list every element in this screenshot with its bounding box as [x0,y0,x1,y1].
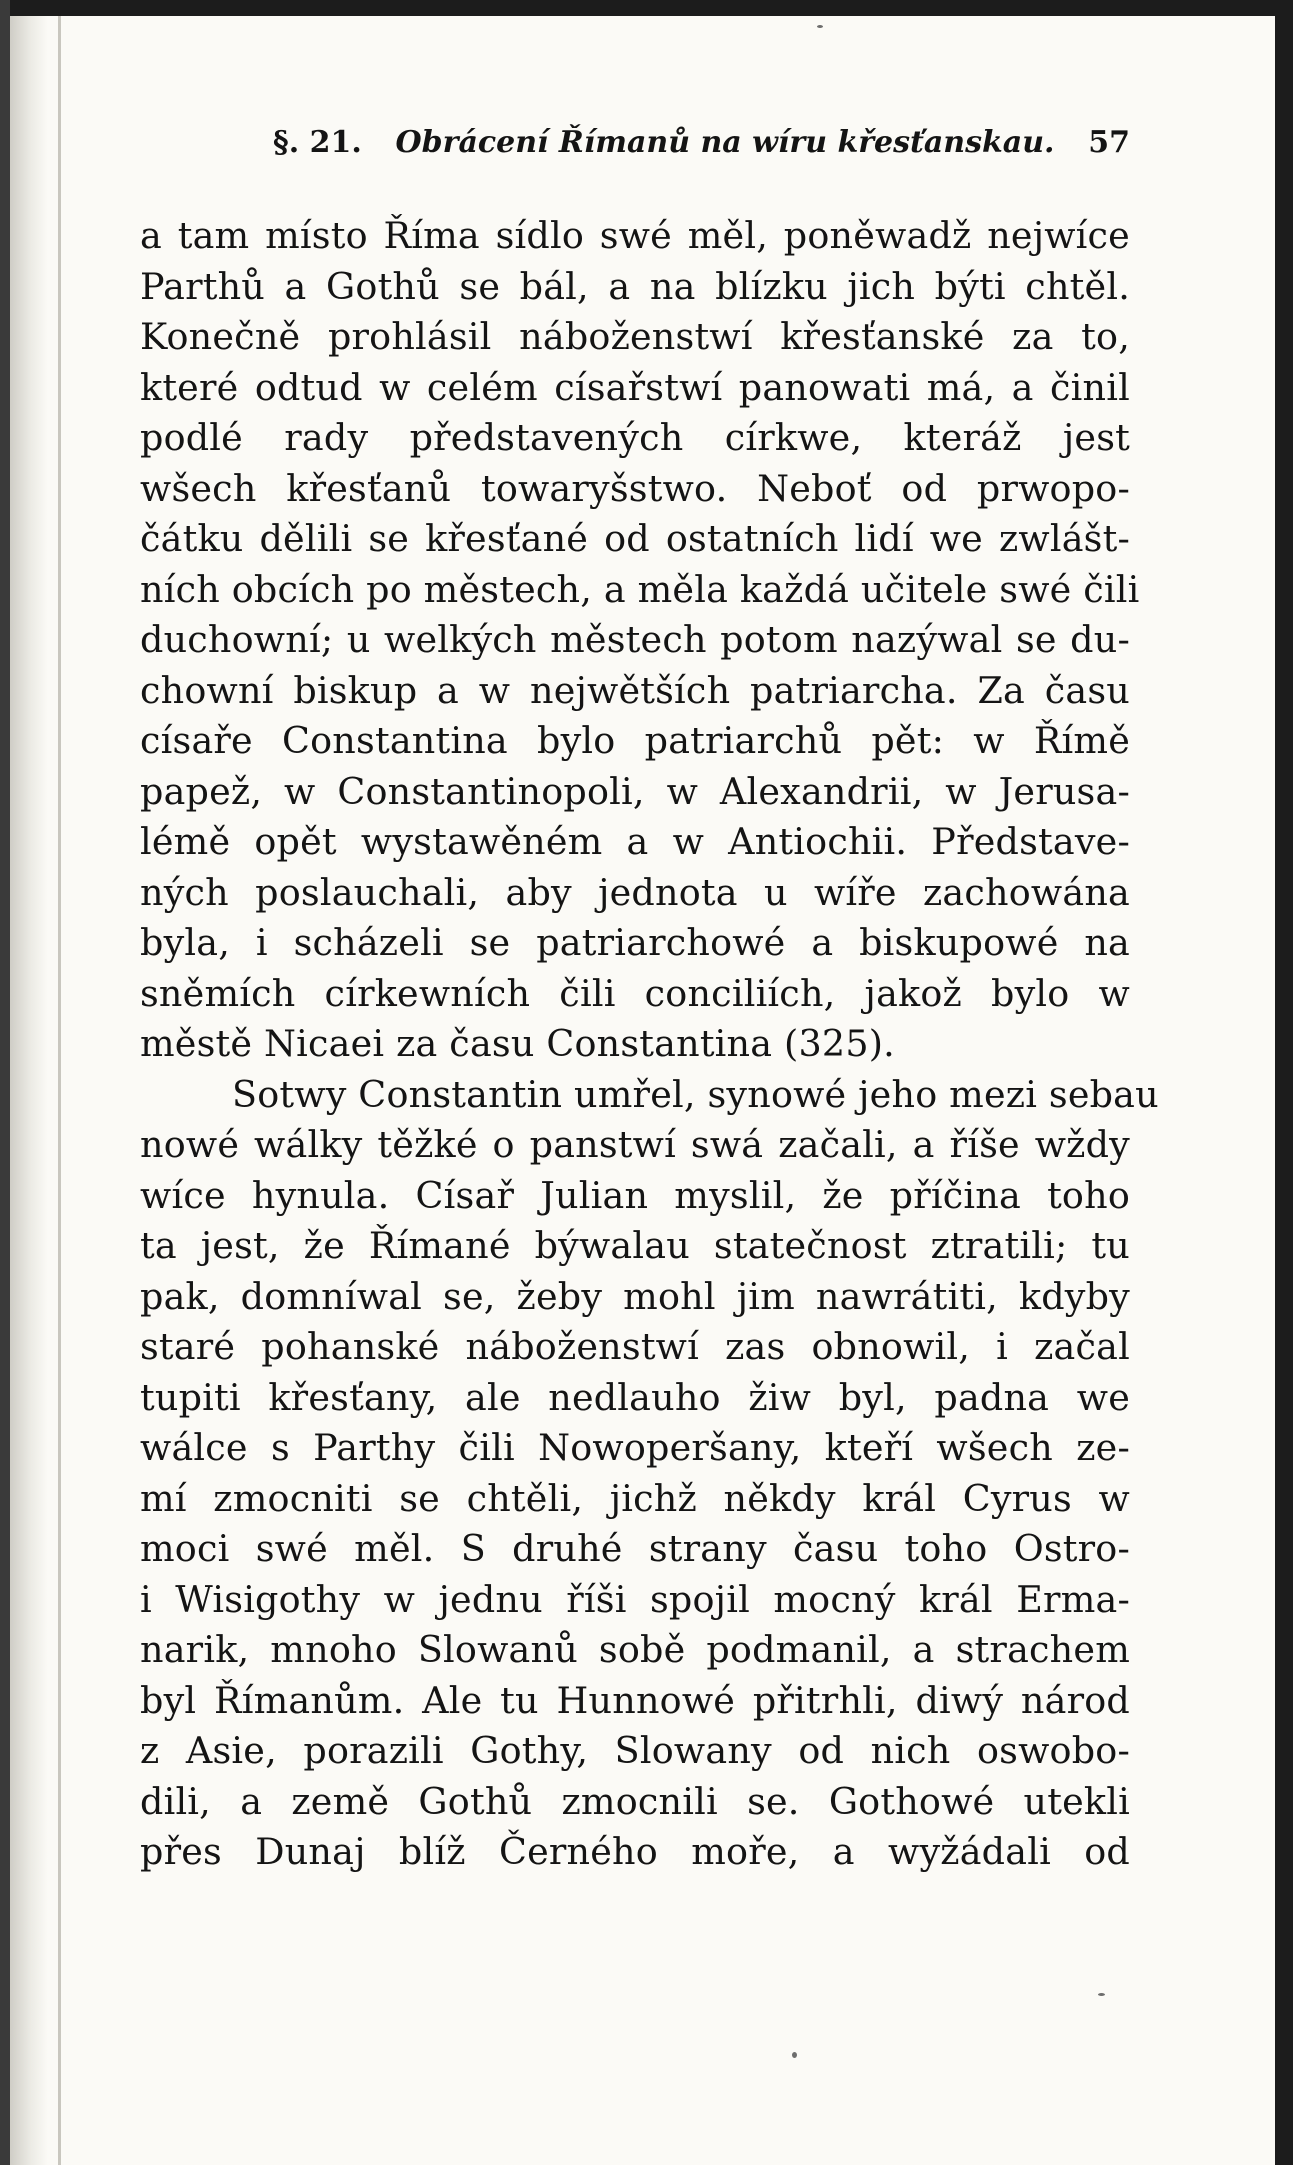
text-line: ných poslauchali, aby jednota u wíře zachowána [140,870,1130,914]
text-line: byl Římanům. Ale tu Hunnowé přitrhli, diwý národ [140,1678,1130,1722]
book-gutter [10,16,48,2165]
scan-border-top [0,0,1293,16]
text-line: mí zmocniti se chtěli, jichž někdy král Cyrus w [140,1476,1130,1520]
section-mark: §. 21. [273,125,362,160]
text-line: podlé rady představených církwe, kteráž jest [140,416,1130,459]
text-line: tupiti křesťany, ale nedlauho žiw byl, padna we [140,1375,1130,1419]
text-line: Sotwy Constantin umřel, synowé jeho mezi sebau [232,1072,1159,1116]
text-line: městě Nicaei za času Constantina (325). [140,1022,895,1065]
text-line: moci swé měl. S druhé strany času toho Ostro- [140,1527,1130,1570]
text-line: čátku dělili se křesťané od ostatních lidí we zwlášt- [140,517,1130,560]
text-line: duchowní; u welkých městech potom nazýwal se du- [140,618,1130,661]
scan-border-right [1275,0,1293,2165]
text-line: ních obcích po městech, a měla každá učitele swé čili [140,567,1140,611]
paragraph-2 [140,1070,1159,1878]
page-number: 57 [1088,125,1130,160]
text-line: i Wisigothy w jednu říši spojil mocný král Erma- [140,1577,1130,1621]
running-header [273,125,1130,175]
scan-border-left [0,0,10,2165]
text-line: wíce hynula. Císař Julian myslil, že příčina toho [140,1173,1130,1217]
book-page [140,125,1159,1878]
ink-speck [1098,1993,1105,1996]
chapter-title: Obrácení Římanů na wíru křesťanskau. [395,125,1055,160]
paragraph-1 [140,211,1140,1070]
text-line: Konečně prohlásil náboženstwí křesťanské za to, [140,315,1130,358]
text-line: papež, w Constantinopoli, w Alexandrii, w Jerusa- [140,769,1130,813]
text-line: narik, mnoho Slowanů sobě podmanil, a strachem [140,1628,1130,1671]
text-line: které odtud w celém císařstwí panowati má, a činil [140,365,1130,409]
text-line: pak, domníwal se, žeby mohl jim nawrátiti, kdyby [140,1274,1130,1318]
text-line: z Asie, porazili Gothy, Slowany od nich oswobo- [140,1729,1130,1772]
text-line: a tam místo Říma sídlo swé měl, poněwadž nejwíce [140,214,1130,257]
text-line: wálce s Parthy čili Nowoperšany, kteří wšech ze- [140,1426,1130,1469]
body-text [140,211,1159,1878]
ink-speck [792,2052,797,2058]
text-line: wšech křesťanů towaryšstwo. Neboť od prwopo- [140,466,1130,510]
text-line: byla, i scházeli se patriarchowé a biskupowé na [140,921,1130,964]
ink-speck [817,25,823,28]
gutter-shadow-line [58,16,61,2165]
text-line: císaře Constantina bylo patriarchů pět: w Římě [140,719,1130,762]
text-line: nowé wálky těžké o panstwí swá začali, a říše wždy [140,1123,1130,1166]
text-line: sněmích církewních čili conciliích, jakož bylo w [140,971,1130,1015]
text-line: dili, a země Gothů zmocnili se. Gothowé utekli [140,1779,1130,1823]
text-line: chowní biskup a w nejwětších patriarcha. Za času [140,668,1130,712]
text-line: ta jest, že Římané býwalau statečnost ztratili; tu [140,1224,1130,1267]
text-line: přes Dunaj blíž Černého moře, a wyžádali od [140,1830,1130,1873]
text-line: lémě opět wystawěném a w Antiochii. Představe- [140,820,1130,863]
text-line: Parthů a Gothů se bál, a na blízku jich býti chtěl. [140,264,1130,308]
text-line: staré pohanské náboženstwí zas obnowil, i začal [140,1325,1130,1368]
